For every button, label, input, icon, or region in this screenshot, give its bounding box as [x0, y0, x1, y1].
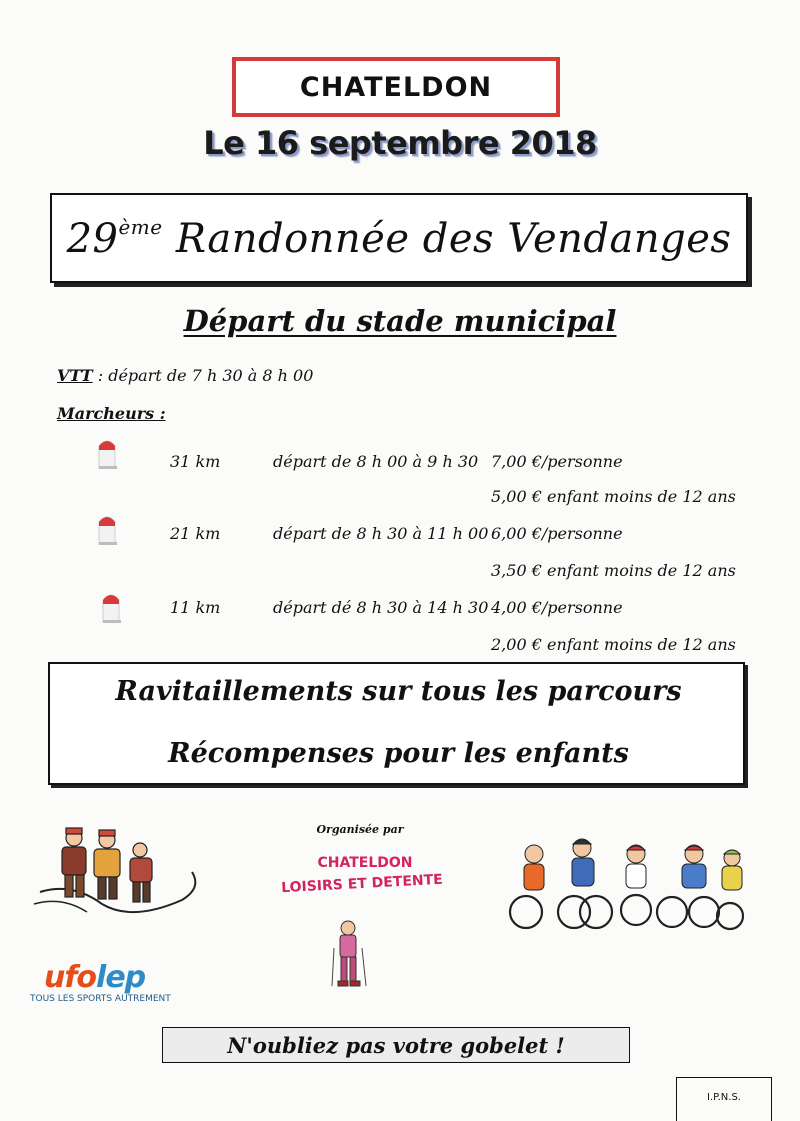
route-price-child: 5,00 € enfant moins de 12 ans: [491, 487, 736, 506]
route-price-adult: 6,00 €/personne: [491, 524, 623, 543]
reminder-box: [162, 1027, 630, 1063]
organized-by-label: Organisée par: [316, 823, 404, 836]
route-distance: 11 km: [170, 598, 221, 617]
title-text: Randonnée des Vendanges: [162, 215, 732, 262]
route-departure: départ dé 8 h 30 à 14 h 30: [273, 598, 489, 617]
event-date: Le 16 septembre 2018: [203, 124, 597, 162]
milestone-icon: [96, 436, 118, 470]
route-departure: départ de 8 h 30 à 11 h 00: [273, 524, 489, 543]
ufolep-logo-part1: ufo: [44, 960, 97, 995]
cyclists-illustration: [504, 832, 750, 934]
hikers-illustration: [32, 822, 207, 924]
milestone-icon: [100, 590, 122, 624]
walkers-label: Marcheurs :: [57, 404, 166, 423]
title-number: 29: [66, 215, 119, 262]
route-price-child: 2,00 € enfant moins de 12 ans: [491, 635, 736, 654]
title-box: [50, 193, 748, 283]
ufolep-tagline: TOUS LES SPORTS AUTREMENT: [30, 994, 171, 1004]
ufolep-logo: [44, 960, 145, 995]
walker-illustration: [328, 918, 370, 992]
vtt-text: : départ de 7 h 30 à 8 h 00: [92, 366, 314, 385]
vtt-label: VTT: [57, 366, 93, 385]
town-box: [232, 57, 560, 117]
ipns-box: [676, 1077, 772, 1121]
departure-heading: Départ du stade municipal: [183, 304, 617, 338]
route-distance: 21 km: [170, 524, 221, 543]
ipns-label: I.P.N.S.: [707, 1092, 741, 1103]
route-price-adult: 7,00 €/personne: [491, 452, 623, 471]
route-price-adult: 4,00 €/personne: [491, 598, 623, 617]
info-refreshments: Ravitaillements sur tous les parcours: [115, 676, 682, 707]
organizer-name-line2: LOISIRS ET DETENTE: [280, 871, 444, 897]
milestone-icon: [96, 512, 118, 546]
route-departure: départ de 8 h 00 à 9 h 30: [273, 452, 479, 471]
title-suffix: ème: [118, 214, 163, 239]
info-box: [48, 662, 745, 785]
vtt-line: [57, 366, 313, 385]
event-title: [67, 215, 732, 262]
organizer-name-line1: CHATELDON: [317, 855, 413, 871]
town-name: CHATELDON: [299, 71, 493, 103]
reminder-text: N'oubliez pas votre gobelet !: [227, 1032, 565, 1058]
info-rewards: Récompenses pour les enfants: [168, 738, 629, 769]
ufolep-logo-part2: lep: [96, 960, 146, 995]
route-price-child: 3,50 € enfant moins de 12 ans: [491, 561, 736, 580]
route-distance: 31 km: [170, 452, 221, 471]
